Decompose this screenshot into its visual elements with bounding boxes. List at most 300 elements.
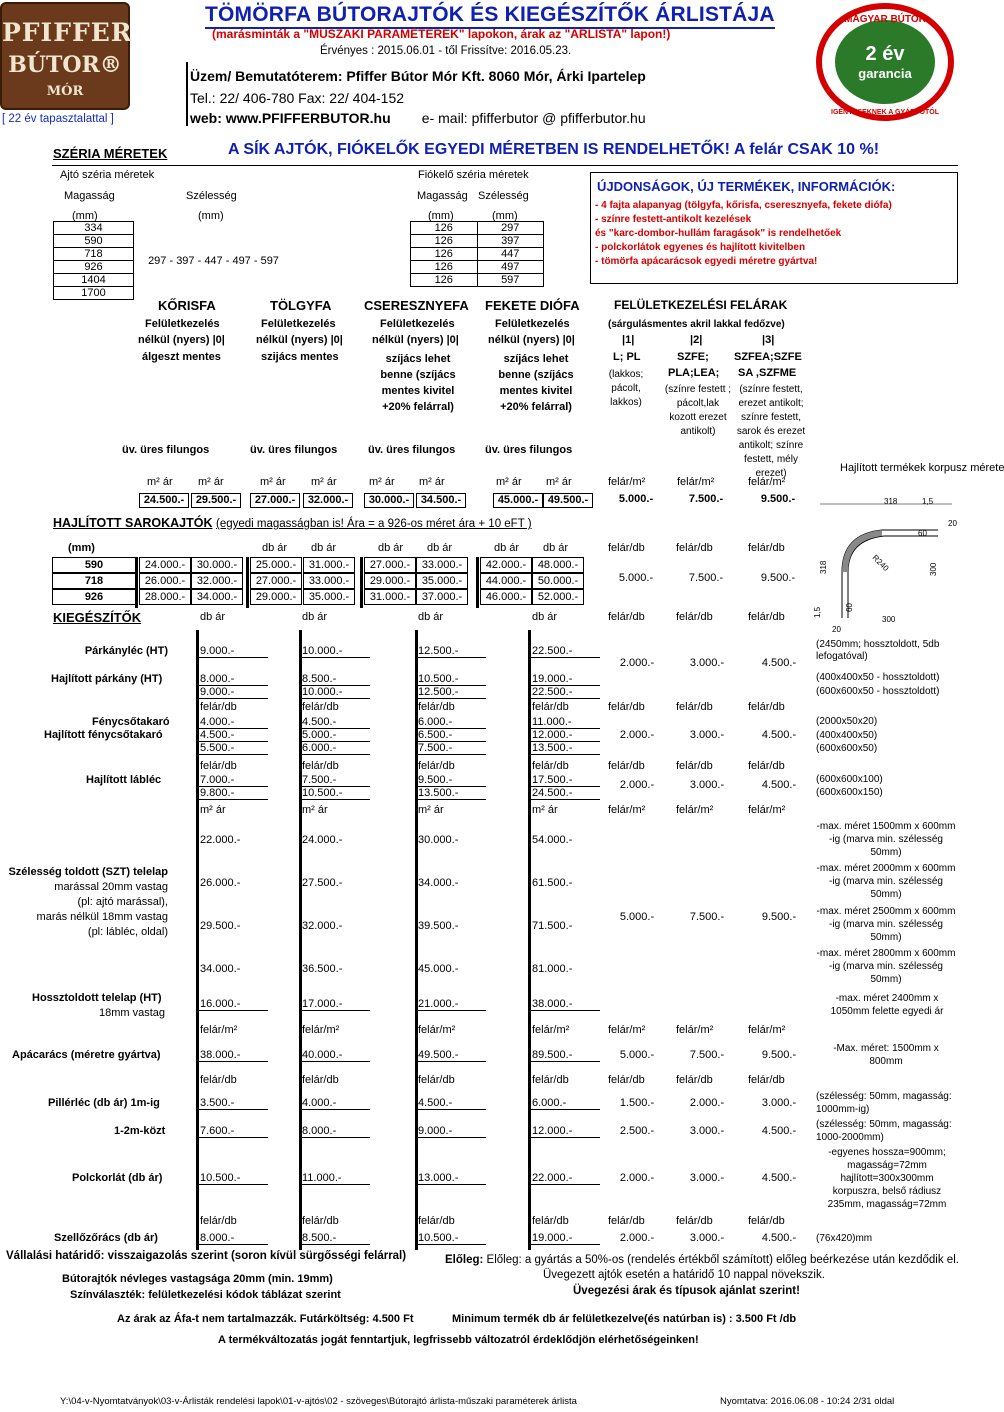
- corner-price: 37.000.-: [416, 589, 468, 605]
- fill-type: üv. üres filungos: [122, 444, 210, 456]
- wood-note: álgeszt mentes: [142, 351, 221, 363]
- col-unit: felár/db: [200, 760, 237, 772]
- acc-note: -max. méret 1500mm x 600mm -ig (marva min. szélesség 50mm): [816, 821, 956, 858]
- price-unit: felár/m²: [608, 476, 646, 488]
- acc-surcharge: 4.500.-: [761, 1172, 797, 1184]
- corner-price: 24.000.-: [139, 557, 191, 573]
- drawer-height-cell: 126: [411, 274, 478, 287]
- acc-price: 61.500.-: [532, 877, 573, 889]
- acc-price: 22.500.-: [530, 645, 600, 658]
- corner-price: 26.000.-: [139, 573, 191, 589]
- col-unit: felár/db: [532, 1215, 569, 1227]
- acc-price: 4.500.-: [300, 716, 370, 729]
- door-width-header: Szélesség: [186, 190, 237, 202]
- corner-surcharge: 9.500.-: [760, 572, 796, 584]
- rights-note: A termékváltozatás jogát fenntartjuk, legfrissebb változatról érdeklődjön elérhetőségeinken!: [218, 1334, 699, 1346]
- acc-note: (400x400x50): [816, 730, 878, 741]
- svg-text:20: 20: [948, 519, 957, 528]
- corner-price: 35.000.-: [303, 589, 355, 605]
- deadline-note: Vállalási határidő: visszaigazolás szerint (soron kívül sürgősségi felárral): [6, 1250, 407, 1262]
- acc-price: 54.000.-: [532, 834, 573, 846]
- acc-price: 10.500.-: [416, 1232, 486, 1245]
- unit-label: (mm): [428, 210, 454, 222]
- col-unit: felár/m²: [418, 1024, 456, 1036]
- accessories-title: KIEGÉSZÍTŐK: [53, 610, 142, 625]
- acc-price: 6.000.-: [416, 716, 486, 729]
- acc-price: 8.000.-: [198, 673, 268, 686]
- drawer-series-label: Fiókelő széria méretek: [418, 169, 529, 181]
- acc-price: 7.500.-: [416, 742, 486, 755]
- col-unit: felár/db: [676, 542, 713, 554]
- price-unit: felár/m²: [748, 476, 786, 488]
- acc-price: 10.000.-: [300, 686, 370, 699]
- acc-surcharge: 2.000.-: [689, 1097, 725, 1109]
- col-unit: m² ár: [532, 804, 558, 816]
- corner-price: 29.000.-: [250, 589, 302, 605]
- acc-surcharge: 5.000.-: [619, 1049, 655, 1061]
- address-line: Üzem/ Bemutatóterem: Pfiffer Bútor Mór Kft. 8060 Mór, Árki Ipartelep: [190, 68, 646, 84]
- news-item: - színre festett-antikolt kezelések: [595, 214, 752, 225]
- drawer-height-cell: 126: [411, 222, 478, 235]
- news-item: - polckorlátok egyenes és hajlított kivitelben: [595, 242, 806, 253]
- col-unit: felár/db: [302, 760, 339, 772]
- surface-code-desc: (színre festett ; pácolt,lak kozott erezet antikolt): [664, 384, 732, 437]
- price-unit: felár/m²: [677, 476, 715, 488]
- corner-price: 46.000.-: [480, 589, 532, 605]
- surface-code-desc: (színre festett, erezet antikolt; színre festett, sarok és erezet antikolt; színre festett, mély erezet): [736, 384, 806, 479]
- acc-surcharge: 2.000.-: [619, 729, 655, 741]
- col-unit: felár/m²: [676, 1024, 714, 1036]
- surface-code: SA ,SZFME: [738, 367, 797, 379]
- col-unit: felár/db: [676, 1074, 713, 1086]
- acc-price: 49.500.-: [416, 1049, 486, 1062]
- door-height-cell: 334: [54, 222, 134, 235]
- column-bar: [246, 557, 249, 608]
- col-unit: felár/m²: [748, 1024, 786, 1036]
- col-unit: felár/db: [302, 1074, 339, 1086]
- acc-label: Apácarács (méretre gyártva): [12, 1049, 161, 1061]
- color-note: Színválaszték: felületkezelési kódok táblázat szerint: [70, 1289, 341, 1301]
- wood-note: szíjács lehet benne (szíjács mentes kivitel +20% felárral): [498, 353, 574, 413]
- acc-note: (600x600x100): [816, 774, 883, 785]
- col-unit: felár/db: [676, 611, 713, 623]
- news-item: - 4 fajta alapanyag (tölgyfa, kőrisfa, cseresznyefa, fekete diófa): [595, 200, 892, 211]
- fill-type: üv. üres filungos: [250, 444, 338, 456]
- page-title: TÖMÖRFA BÚTORAJTÓK ÉS KIEGÉSZÍTŐK ÁRLISTÁJA: [205, 3, 775, 29]
- wood-name: KŐRISFA: [158, 298, 216, 313]
- col-unit: felár/db: [532, 1074, 569, 1086]
- acc-price: 8.000.-: [198, 1232, 268, 1245]
- corner-price: 28.000.-: [139, 589, 191, 605]
- acc-label: marással 20mm vastag: [54, 881, 168, 893]
- wood-name: CSERESZNYEFA: [364, 298, 469, 313]
- acc-note: (2450mm; hossztoldott, 5db lefogatóval): [816, 639, 940, 662]
- custom-size-banner: A SÍK AJTÓK, FIÓKELŐK EGYEDI MÉRETBEN IS RENDELHETŐK! A felár CSAK 10 %!: [228, 141, 880, 158]
- col-unit: db ár: [302, 611, 328, 623]
- acc-price: 4.000.-: [198, 716, 268, 729]
- svg-text:1,5: 1,5: [813, 606, 822, 618]
- acc-surcharge: 7.500.-: [689, 911, 725, 923]
- treatment-level: nélkül (nyers) |0|: [372, 334, 459, 346]
- treatment-label: Felületkezelés: [261, 318, 336, 330]
- treatment-label: Felületkezelés: [380, 318, 455, 330]
- drawer-width-cell: 447: [477, 248, 544, 261]
- svg-text:300: 300: [882, 615, 896, 624]
- col-unit: felár/db: [200, 1215, 237, 1227]
- col-unit: db ár: [427, 542, 453, 554]
- acc-surcharge: 2.000.-: [619, 779, 655, 791]
- surface-code: PLA;LEA;: [668, 367, 720, 379]
- corner-height: 926: [52, 589, 138, 605]
- col-unit: felár/db: [748, 701, 785, 713]
- corner-price: 35.000.-: [416, 573, 468, 589]
- price-cell: 29.500.-: [191, 493, 241, 508]
- col-unit: felár/db: [302, 1215, 339, 1227]
- col-unit: felár/db: [676, 1215, 713, 1227]
- corner-price: 33.000.-: [416, 557, 468, 573]
- corner-unit: (mm): [68, 542, 95, 554]
- acc-price: 7.000.-: [198, 774, 268, 787]
- acc-price: 10.000.-: [300, 645, 370, 658]
- unit-label: (mm): [492, 210, 518, 222]
- treatment-level: nélkül (nyers) |0|: [138, 334, 225, 346]
- drawer-sizes-table: [410, 221, 544, 287]
- news-item: és "karc-dombor-hullám faragások" is rendelhetőek: [595, 228, 842, 239]
- news-box: [590, 172, 958, 284]
- acc-note: -egyenes hossza=900mm; magasság=72mm hajlított=300x300mm korpuszra, belső rádiusz 235mm, magasság=72mm: [827, 1147, 947, 1210]
- acc-price: 22.000.-: [530, 1172, 600, 1185]
- drawer-width-cell: 497: [477, 261, 544, 274]
- acc-surcharge: 7.500.-: [689, 1049, 725, 1061]
- corner-price: 42.000.-: [480, 557, 532, 573]
- acc-label: marás nélkül 18mm vastag: [36, 911, 168, 923]
- acc-price: 12.000.-: [530, 1125, 600, 1138]
- col-unit: felár/db: [418, 760, 455, 772]
- glass-note: Üvegezett ajtók esetén a határidő 10 nappal növekszik.: [543, 1269, 825, 1281]
- acc-price: 24.000.-: [302, 834, 343, 846]
- col-unit: db ár: [311, 542, 337, 554]
- acc-surcharge: 2.000.-: [619, 1232, 655, 1244]
- col-unit: felár/db: [418, 1074, 455, 1086]
- treatment-level: nélkül (nyers) |0|: [488, 334, 575, 346]
- price-unit: m² ár: [546, 476, 572, 488]
- door-height-header: Magasság: [64, 190, 115, 202]
- col-unit: db ár: [543, 542, 569, 554]
- col-unit: felár/m²: [608, 804, 646, 816]
- acc-price: 4.000.-: [300, 1097, 370, 1110]
- col-unit: felár/db: [532, 701, 569, 713]
- acc-surcharge: 3.000.-: [689, 1232, 725, 1244]
- col-unit: felár/db: [748, 611, 785, 623]
- email-link[interactable]: e- mail: pfifferbutor @ pfifferbutor.hu: [421, 110, 646, 126]
- price-cell: 27.000.-: [250, 493, 300, 508]
- unit-label: (mm): [72, 210, 98, 222]
- banner-rule: [52, 165, 958, 166]
- acc-surcharge: 2.000.-: [619, 1172, 655, 1184]
- acc-label: Polckorlát (db ár): [72, 1172, 163, 1184]
- col-unit: m² ár: [200, 804, 226, 816]
- acc-price: 19.000.-: [530, 1232, 600, 1245]
- acc-price: 16.000.-: [198, 998, 268, 1011]
- web-line: [190, 110, 646, 126]
- col-unit: felár/m²: [302, 1024, 340, 1036]
- acc-price: 8.000.-: [300, 1125, 370, 1138]
- svg-text:60: 60: [845, 603, 854, 612]
- acc-surcharge: 4.500.-: [761, 657, 797, 669]
- acc-price: 26.000.-: [200, 877, 241, 889]
- door-sizes-table: [53, 221, 293, 300]
- svg-text:318: 318: [819, 560, 828, 574]
- svg-text:60: 60: [918, 529, 927, 538]
- news-title: ÚJDONSÁGOK, ÚJ TERMÉKEK, INFORMÁCIÓK:: [597, 179, 896, 194]
- acc-price: 4.500.-: [198, 729, 268, 742]
- acc-price: 13.500.-: [530, 742, 600, 755]
- acc-price: 17.000.-: [300, 998, 370, 1011]
- thickness-note: Bútorajtók névleges vastagsága 20mm (min. 19mm): [62, 1273, 333, 1285]
- guarantee-badge: [812, 2, 958, 122]
- news-item: - tömörfa apácarácsok egyedi méretre gyártva!: [595, 256, 818, 267]
- col-unit: m² ár: [302, 804, 328, 816]
- surface-code: L; PL: [613, 351, 641, 363]
- panel-drawing: [812, 492, 960, 632]
- col-unit: db ár: [532, 611, 558, 623]
- col-unit: m² ár: [418, 804, 444, 816]
- corner-price: 27.000.-: [250, 573, 302, 589]
- acc-surcharge: 4.500.-: [761, 729, 797, 741]
- acc-surcharge: 3.000.-: [689, 1125, 725, 1137]
- price-unit: m² ár: [311, 476, 337, 488]
- surface-price: 7.500.-: [688, 493, 724, 505]
- acc-label: Hajlított párkány (HT): [51, 673, 163, 685]
- col-unit: felár/m²: [608, 1024, 646, 1036]
- corner-price: 33.000.-: [303, 573, 355, 589]
- col-unit: felár/db: [608, 1215, 645, 1227]
- website-link[interactable]: web: www.PFIFFERBUTOR.hu: [190, 110, 391, 126]
- door-height-cell: 1700: [54, 287, 134, 300]
- surface-subtitle: (sárgulásmentes akril lakkal fedőzve): [608, 319, 785, 330]
- acc-price: 36.500.-: [302, 963, 343, 975]
- acc-label: Szélesség toldott (SZT) telelap: [8, 866, 168, 878]
- acc-note: -max. méret 2000mm x 600mm -ig (marva min. szélesség 50mm): [816, 863, 956, 900]
- col-unit: felár/db: [748, 542, 785, 554]
- series-title: SZÉRIA MÉRETEK: [53, 146, 168, 161]
- acc-label: Pillérléc (db ár) 1m-ig: [48, 1097, 160, 1109]
- col-unit: felár/m²: [200, 1024, 238, 1036]
- svg-text:318: 318: [884, 497, 898, 506]
- door-height-cell: 1404: [54, 274, 134, 287]
- acc-label: (pl: ajtó marással),: [77, 896, 168, 908]
- col-unit: felár/db: [608, 760, 645, 772]
- corner-price: 48.000.-: [532, 557, 584, 573]
- col-unit: felár/db: [302, 701, 339, 713]
- door-height-cell: 590: [54, 235, 134, 248]
- col-unit: db ár: [378, 542, 404, 554]
- price-cell: 45.000.-: [493, 493, 543, 508]
- validity-text: Érvényes : 2015.06.01 - től Frissítve: 2016.05.23.: [320, 45, 572, 57]
- treatment-level: nélkül (nyers) |0|: [256, 334, 343, 346]
- logo-line1: PFIFFER: [2, 18, 133, 47]
- acc-price: 9.000.-: [198, 645, 268, 658]
- drawer-width-cell: 597: [477, 274, 544, 287]
- column-bar: [360, 557, 363, 608]
- corner-surcharge: 7.500.-: [688, 572, 724, 584]
- acc-price: 21.000.-: [416, 998, 486, 1011]
- surface-price: 9.500.-: [760, 493, 796, 505]
- acc-label: Hossztoldott telelap (HT): [32, 992, 162, 1004]
- col-unit: felár/db: [608, 611, 645, 623]
- col-unit: felár/db: [608, 1074, 645, 1086]
- acc-price: 6.000.-: [530, 1097, 600, 1110]
- surface-code: SZFE;: [677, 351, 709, 363]
- acc-price: 30.000.-: [418, 834, 459, 846]
- logo-line2: BÚTOR®: [8, 52, 122, 78]
- acc-price: 8.500.-: [300, 1232, 370, 1245]
- col-unit: db ár: [418, 611, 444, 623]
- acc-label: 1-2m-közt: [114, 1125, 166, 1137]
- column-bar: [476, 557, 479, 608]
- acc-price: 12.000.-: [530, 729, 600, 742]
- fill-type: üv. üres filungos: [485, 444, 573, 456]
- acc-price: 13.000.-: [416, 1172, 486, 1185]
- acc-note: -max. méret 2500mm x 600mm -ig (marva min. szélesség 50mm): [816, 906, 956, 943]
- corner-price: 44.000.-: [480, 573, 532, 589]
- acc-price: 9.500.-: [416, 774, 486, 787]
- drawer-height-cell: 126: [411, 248, 478, 261]
- acc-price: 22.000.-: [200, 834, 241, 846]
- door-height-cell: 926: [54, 261, 134, 274]
- badge-years: 2 év: [865, 43, 905, 65]
- acc-price: 12.500.-: [416, 645, 486, 658]
- acc-surcharge: 2.000.-: [619, 657, 655, 669]
- acc-price: 4.500.-: [416, 1097, 486, 1110]
- surface-level: |3|: [762, 334, 775, 346]
- col-unit: db ár: [262, 542, 288, 554]
- svg-text:20: 20: [832, 625, 841, 634]
- acc-price: 10.500.-: [416, 673, 486, 686]
- col-unit: felár/db: [748, 1074, 785, 1086]
- column-bar: [135, 557, 138, 608]
- acc-price: 11.000.-: [300, 1172, 370, 1185]
- price-unit: m² ár: [419, 476, 445, 488]
- advance-note: Előleg: Előleg: a gyártás a 50%-os (rendelés értékből számított) előleg beérkezése után kezdődik el.: [445, 1254, 959, 1266]
- price-unit: m² ár: [260, 476, 286, 488]
- acc-note: -Max. méret: 1500mm x 800mm: [833, 1043, 939, 1067]
- col-unit: felár/db: [676, 760, 713, 772]
- svg-text:R240: R240: [870, 553, 891, 573]
- drawer-width-cell: 397: [477, 235, 544, 248]
- acc-label: 18mm vastag: [99, 1007, 166, 1019]
- unit-label: (mm): [198, 210, 224, 222]
- acc-price: 9.000.-: [416, 1125, 486, 1138]
- acc-price: 38.000.-: [198, 1049, 268, 1062]
- acc-note: (400x400x50 - hossztoldott): [816, 672, 940, 683]
- acc-label: Párkányléc (HT): [84, 645, 168, 657]
- col-unit: felár/m²: [532, 1024, 570, 1036]
- acc-price: 71.500.-: [532, 920, 573, 932]
- acc-surcharge: 3.000.-: [689, 1172, 725, 1184]
- acc-price: 29.500.-: [200, 920, 241, 932]
- acc-surcharge: 3.000.-: [761, 1097, 797, 1109]
- drawer-height-header: Magasság: [417, 190, 468, 202]
- col-unit: felár/db: [200, 1074, 237, 1086]
- acc-price: 19.000.-: [530, 673, 600, 686]
- treatment-label: Felületkezelés: [495, 318, 570, 330]
- logo-line3: MÓR: [46, 84, 84, 99]
- acc-price: 10.500.-: [198, 1172, 268, 1185]
- badge-guarantee: garancia: [858, 66, 912, 81]
- acc-label: Hajlított lábléc: [86, 774, 162, 786]
- corner-surcharge: 5.000.-: [618, 572, 654, 584]
- acc-price: 5.500.-: [198, 742, 268, 755]
- corner-price: 27.000.-: [364, 557, 416, 573]
- acc-note: (76x420)mm: [816, 1233, 873, 1244]
- price-cell: 49.500.-: [543, 493, 593, 508]
- col-unit: db ár: [494, 542, 520, 554]
- treatment-label: Felületkezelés: [145, 318, 220, 330]
- acc-surcharge: 3.000.-: [689, 657, 725, 669]
- corner-title: HAJLÍTOTT SAROKAJTÓK (egyedi magasságban is! Ára = a 926-os méret ára + 10 eFT ): [53, 516, 532, 530]
- acc-price: 39.500.-: [418, 920, 459, 932]
- corner-height: 590: [52, 557, 138, 573]
- page-subtitle: (marásminták a "MŰSZAKI PARAMÉTEREK" lapokon, árak az "ÁRLISTA" lapon!): [212, 27, 671, 41]
- door-widths-cell: 297 - 397 - 447 - 497 - 597: [134, 222, 294, 300]
- acc-surcharge: 2.500.-: [619, 1125, 655, 1137]
- acc-surcharge: 5.000.-: [619, 911, 655, 923]
- col-unit: felár/db: [676, 701, 713, 713]
- acc-note: -max. méret 2400mm x 1050mm felette egyedi ár: [830, 993, 944, 1017]
- vat-note: Az árak az Áfa-t nem tartalmazzák. Futárköltség: 4.500 Ft: [117, 1313, 414, 1325]
- corner-price: 50.000.-: [532, 573, 584, 589]
- acc-price: 10.500.-: [300, 787, 370, 800]
- drawer-height-cell: 126: [411, 235, 478, 248]
- acc-surcharge: 9.500.-: [761, 911, 797, 923]
- pfiffer-logo: [0, 2, 133, 110]
- drawer-height-cell: 126: [411, 261, 478, 274]
- price-cell: 24.500.-: [139, 493, 189, 508]
- acc-surcharge: 3.000.-: [689, 729, 725, 741]
- wood-note: szijács mentes: [261, 351, 339, 363]
- acc-price: 7.500.-: [300, 774, 370, 787]
- corner-price: 31.000.-: [364, 589, 416, 605]
- corner-price: 52.000.-: [532, 589, 584, 605]
- acc-note: (szélesség: 50mm, magasság: 1000mm-ig): [816, 1091, 952, 1115]
- col-unit: felár/m²: [676, 804, 714, 816]
- acc-price: 45.000.-: [418, 963, 459, 975]
- col-unit: felár/db: [608, 701, 645, 713]
- acc-note: (600x600x50): [816, 743, 878, 754]
- acc-price: 9.800.-: [198, 787, 268, 800]
- print-info: Nyomtatva: 2016.06.08 - 10:24 2/31 oldal: [720, 1396, 895, 1407]
- surface-level: |2|: [690, 334, 703, 346]
- col-unit: felár/db: [748, 760, 785, 772]
- acc-price: 6.500.-: [416, 729, 486, 742]
- col-unit: felár/m²: [748, 804, 786, 816]
- col-unit: felár/db: [532, 760, 569, 772]
- svg-text:1,5: 1,5: [922, 497, 934, 506]
- drawer-width-header: Szélesség: [478, 190, 529, 202]
- corner-price: 32.000.-: [191, 573, 243, 589]
- door-height-cell: 718: [54, 248, 134, 261]
- acc-price: 24.500.-: [530, 787, 600, 800]
- acc-price: 34.000.-: [418, 877, 459, 889]
- col-unit: felár/db: [748, 1215, 785, 1227]
- min-price-note: Minimum termék db ár felületkezelve(és natúrban is) : 3.500 Ft /db: [452, 1313, 797, 1325]
- acc-note: (2000x50x20): [816, 716, 878, 727]
- acc-label: (pl: lábléc, oldal): [87, 926, 168, 938]
- wood-name: TÖLGYFA: [270, 298, 332, 313]
- price-cell: 30.000.-: [364, 493, 414, 508]
- acc-price: 8.500.-: [300, 673, 370, 686]
